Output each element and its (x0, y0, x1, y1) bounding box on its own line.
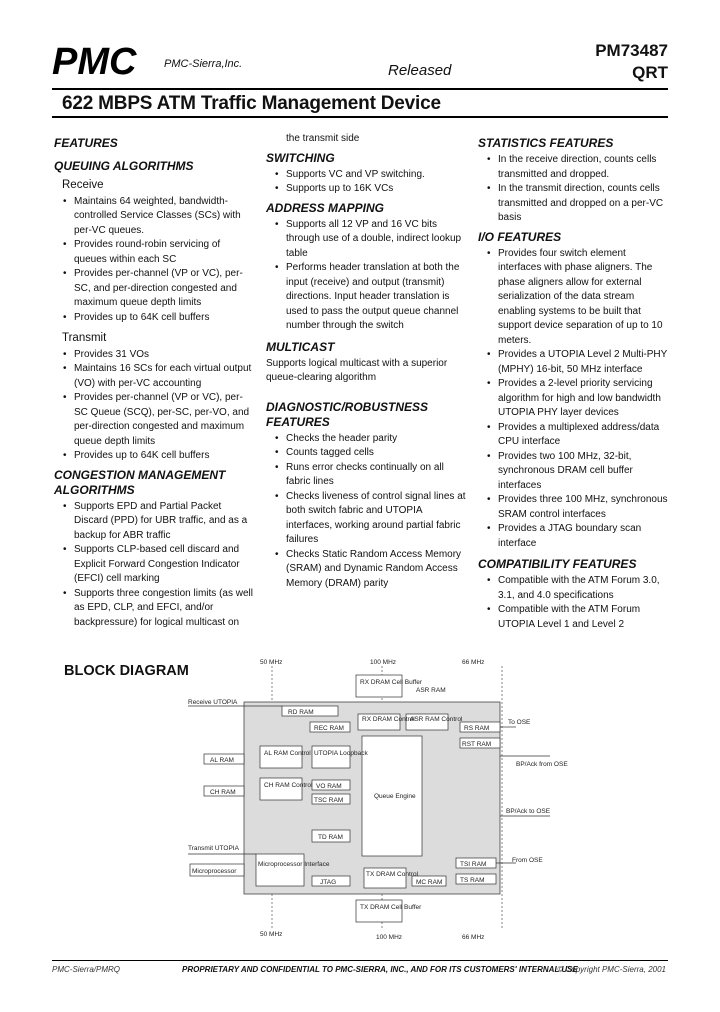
part-number-block (595, 40, 668, 84)
asr-ram-ctrl-label: ASR RAM Control (410, 716, 463, 723)
list-item: • In the transmit direction, counts cells transmitted and dropped on a per-VC basis (498, 182, 668, 226)
td-ram-label: TD RAM (318, 834, 343, 841)
block-diagram (180, 658, 568, 941)
tsi-ram-label: TSI RAM (460, 861, 487, 868)
column-1 (54, 132, 254, 630)
list-item: • Provides four switch element interfaces with phase aligners. The phase aligners allow for external serialization of the data stream enabling systems to be built that support device separation of up to 10 meters. (498, 247, 668, 349)
address-list (266, 218, 466, 334)
al-ram-ctrl-label: AL RAM Control (264, 750, 311, 757)
column-2 (266, 132, 466, 591)
from-ose-label: From OSE (512, 857, 543, 864)
logo-text: PMC (52, 41, 137, 83)
list-item: • Provides round-robin servicing of queues within each SC (74, 238, 254, 267)
list-item: • Counts tagged cells (286, 446, 466, 461)
address-mapping-heading: ADDRESS MAPPING (266, 200, 385, 215)
compatibility-heading: COMPATIBILITY FEATURES (478, 557, 637, 571)
micro-if-box (256, 854, 304, 886)
transmit-list (54, 348, 254, 464)
footer-notice: PROPRIETARY AND CONFIDENTIAL TO PMC-SIERRA, INC., AND FOR ITS CUSTOMERS' INTERNAL USE (182, 965, 578, 974)
freq-top-100: 100 MHz (370, 659, 397, 666)
document-title: 622 MBPS ATM Traffic Management Device (62, 93, 441, 114)
diagnostic-list (266, 432, 466, 592)
io-list (478, 247, 668, 552)
transmit-label: Transmit (62, 332, 107, 344)
pmc-logo (52, 42, 160, 82)
switching-heading: SWITCHING (266, 150, 335, 165)
statistics-list (478, 153, 668, 226)
part-number: PM73487 (595, 41, 668, 60)
to-ose-label: To OSE (508, 719, 531, 726)
footer-left: PMC-Sierra/PMRQ (52, 965, 121, 974)
statistics-heading: STATISTICS FEATURES (478, 136, 614, 150)
footer (52, 960, 668, 974)
list-item: • Checks the header parity (286, 432, 466, 447)
part-code: QRT (632, 63, 668, 82)
multicast-text: Supports logical multicast with a superior queue-clearing algorithm (266, 357, 448, 383)
tsc-ram-label: TSC RAM (314, 797, 344, 804)
tx-dram-buffer-label: TX DRAM Cell Buffer (360, 904, 422, 911)
microprocessor-label: Microprocessor (192, 868, 237, 875)
list-item: • Provides two 100 MHz, 32-bit, synchronous DRAM cell buffer interfaces (498, 450, 668, 494)
ch-ram-ctrl-label: CH RAM Control (264, 782, 313, 789)
features-heading: FEATURES (54, 136, 118, 150)
list-item: • Provides up to 64K cell buffers (74, 449, 254, 464)
multicast-heading: MULTICAST (266, 339, 335, 354)
list-item: • Supports up to 16K VCs (286, 182, 466, 197)
freq-top-50: 50 MHz (260, 659, 283, 666)
rs-ram-label: RS RAM (464, 725, 490, 732)
queuing-heading: QUEUING ALGORITHMS (54, 159, 194, 173)
list-item: • Performs header translation at both the input (receive) and output (transmit) directions. Input header translation is used to pass the output queue channel number through the switch (286, 261, 466, 334)
list-item: • Supports all 12 VP and 16 VC bits through use of a double, indirect lookup table (286, 218, 466, 262)
list-item: • Maintains 64 weighted, bandwidth-controlled Service Classes (SCs) with per-VC queues. (74, 195, 254, 239)
rst-ram-label: RST RAM (462, 741, 492, 748)
title-bar (52, 88, 668, 118)
column-3 (478, 132, 668, 632)
queue-engine-label: Queue Engine (374, 793, 416, 800)
footer-copyright: © Copyright PMC-Sierra, 2001 (557, 965, 666, 974)
al-ram-label: AL RAM (210, 757, 234, 764)
block-diagram-heading: BLOCK DIAGRAM (64, 663, 189, 679)
list-item: • Provides three 100 MHz, synchronous SRAM control interfaces (498, 493, 668, 522)
ts-ram-label: TS RAM (460, 877, 485, 884)
diagnostic-heading: DIAGNOSTIC/ROBUSTNESS FEATURES (266, 399, 429, 429)
switching-list (266, 168, 466, 197)
list-item: • Provides per-channel (VP or VC), per-SC Queue (SCQ), per-SC, per-VO, and per-direction congested and maximum queue depth limits (74, 391, 254, 449)
micro-if-label: Microprocessor Interface (258, 861, 330, 868)
io-heading: I/O FEATURES (478, 229, 562, 244)
list-item: • Maintains 16 SCs for each virtual output (VO) with per-VC accounting (74, 362, 254, 391)
list-item: • Supports VC and VP switching. (286, 168, 466, 183)
list-item: • Provides a multiplexed address/data CPU interface (498, 421, 668, 450)
rx-dram-buffer-label: RX DRAM Cell Buffer (360, 679, 423, 686)
rec-ram-label: REC RAM (314, 725, 344, 732)
continuation-text: the transmit side (286, 133, 360, 144)
tx-dram-ctrl-label: TX DRAM Control (366, 871, 419, 878)
compatibility-list (478, 574, 668, 632)
list-item: • Provides 31 VOs (74, 348, 254, 363)
transmit-utopia-label: Transmit UTOPIA (188, 845, 239, 852)
list-item: • Checks liveness of control signal lines at both switch fabric and UTOPIA interfaces, working around partial fabric failures (286, 490, 466, 548)
receive-list (54, 195, 254, 326)
list-item: • Provides up to 64K cell buffers (74, 311, 254, 326)
bp-ack-from-ose-label: BP/Ack from OSE (516, 761, 568, 768)
vo-ram-label: VO RAM (316, 783, 342, 790)
asr-ram-label: ASR RAM (416, 687, 446, 694)
rx-dram-ctrl-label: RX DRAM Control (362, 716, 415, 723)
list-item: • Compatible with the ATM Forum 3.0, 3.1, and 4.0 specifications (498, 574, 668, 603)
list-item: • In the receive direction, counts cells transmitted and dropped. (498, 153, 668, 182)
bp-ack-to-ose-label: BP/Ack to OSE (506, 808, 551, 815)
list-item: • Compatible with the ATM Forum UTOPIA Level 1 and Level 2 (498, 603, 668, 632)
list-item: • Provides a JTAG boundary scan interface (498, 522, 668, 551)
receive-utopia-label: Receive UTOPIA (188, 699, 238, 706)
list-item: • Supports three congestion limits (as well as EPD, CLP, and EFCI, and/or backpressure) for logical multicast on (74, 587, 254, 631)
rd-ram-label: RD RAM (288, 709, 314, 716)
freq-bottom-50: 50 MHz (260, 931, 283, 938)
congestion-list (54, 500, 254, 631)
freq-bottom-100: 100 MHz (376, 934, 403, 941)
list-item: • Provides a 2-level priority servicing algorithm for high and low bandwidth UTOPIA PHY layer devices (498, 377, 668, 421)
list-item: • Runs error checks continually on all fabric lines (286, 461, 466, 490)
list-item: • Supports CLP-based cell discard and Explicit Forward Congestion Indicator (EFCI) cell marking (74, 543, 254, 587)
list-item: • Supports EPD and Partial Packet Discard (PPD) for UBR traffic, and as a backup for ABR traffic (74, 500, 254, 544)
jtag-label: JTAG (320, 879, 337, 886)
freq-bottom-66: 66 MHz (462, 934, 485, 941)
congestion-heading: CONGESTION MANAGEMENT ALGORITHMS (54, 467, 226, 497)
freq-top-66: 66 MHz (462, 659, 485, 666)
company-name: PMC-Sierra,Inc. (164, 58, 243, 70)
mc-ram-label: MC RAM (416, 879, 443, 886)
list-item: • Checks Static Random Access Memory (SRAM) and Dynamic Random Access Memory (DRAM) parity (286, 548, 466, 592)
utopia-loopback-label: UTOPIA Loopback (314, 750, 368, 757)
receive-label: Receive (62, 179, 104, 191)
list-item: • Provides a UTOPIA Level 2 Multi-PHY (MPHY) 16-bit, 50 MHz interface (498, 348, 668, 377)
release-status: Released (388, 62, 452, 79)
ch-ram-label: CH RAM (210, 789, 236, 796)
list-item: • Provides per-channel (VP or VC), per-SC, and per-direction congested and maximum queue depth limits (74, 267, 254, 311)
